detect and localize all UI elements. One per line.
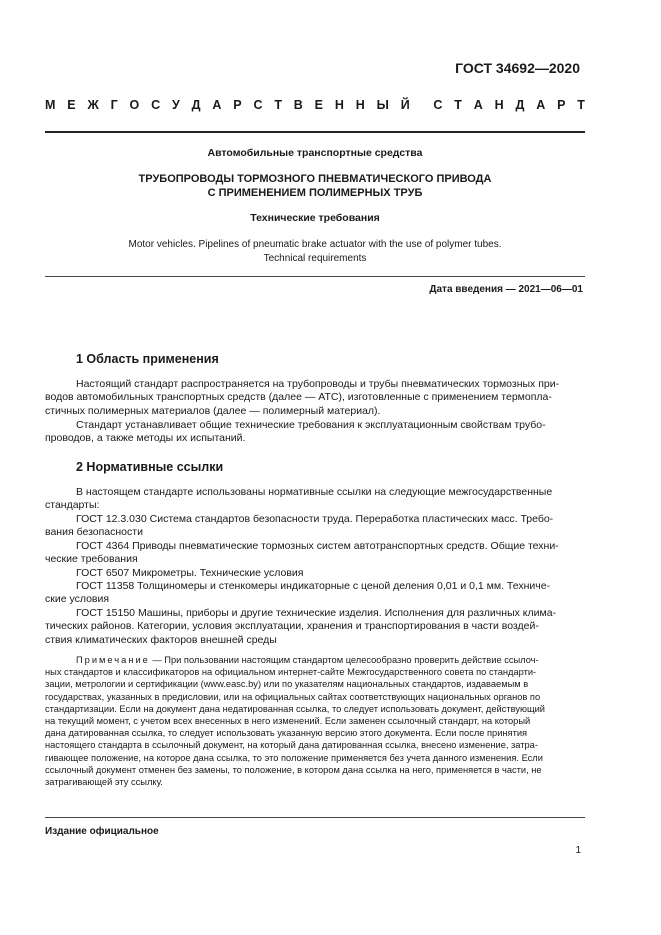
paragraph-line: стандарты: — [45, 499, 100, 512]
page-number: 1 — [575, 845, 581, 856]
interstate-standard-banner — [45, 98, 585, 112]
paragraph-line: В настоящем стандарте использованы нормативные ссылки на следующие межгосударственные — [76, 486, 553, 498]
note-line: стандартизации. Если на документ дана недатированная ссылка, то следует использовать документ, действующий — [45, 703, 545, 714]
banner-letter: Д — [191, 98, 201, 112]
banner-letter: С — [151, 98, 161, 112]
note-line: настоящего стандарта в ссылочный документ, на который дана датированная ссылка, внесено изменение, затра- — [45, 740, 538, 751]
note-text: — При пользовании настоящим стандартом целесообразно проверить действие ссылоч- — [149, 655, 539, 665]
banner-letter: А — [212, 98, 222, 112]
note-label: Примечание — [76, 655, 150, 665]
reference-item-continued: ские условия — [45, 593, 110, 606]
paragraph-line: стичных полимерных материалов (далее — полимерный материал). — [45, 404, 381, 417]
note-line: на текущий момент, с учетом всех внесенных в него изменений. Если заменен ссылочный стандарт, на который — [45, 716, 531, 727]
section-2-paragraph-1 — [45, 486, 583, 513]
title-line-2: С ПРИМЕНЕНИЕМ ПОЛИМЕРНЫХ ТРУБ — [207, 187, 423, 199]
banner-letter: О — [129, 98, 140, 112]
note-line: ссылочный документ отменен без замены, то положение, в котором дана ссылка на него, применяется в части, не — [45, 764, 542, 775]
note-line: ных стандартов и классификаторов на официальном интернет-сайте Межгосударственного совета по стандарти- — [45, 667, 537, 678]
paragraph-line: водов автомобильных транспортных средств (далее — АТС), изготовленные с применением термопла- — [45, 391, 552, 404]
banner-letter: М — [45, 98, 56, 112]
normative-references-list — [45, 513, 583, 647]
note-line: государствах, указанных в предисловии, или на официальных сайтах соответствующих национальных органов по — [45, 691, 541, 702]
banner-letter: Т — [454, 98, 462, 112]
title-divider — [45, 276, 585, 277]
paragraph-line: Настоящий стандарт распространяется на трубопроводы и трубы пневматических тормозных при- — [76, 378, 560, 390]
standard-code: ГОСТ 34692—2020 — [455, 60, 580, 76]
introduction-date: Дата введения — 2021—06—01 — [429, 284, 583, 295]
banner-letter: А — [473, 98, 483, 112]
document-subtitle: Технические требования — [250, 212, 380, 224]
note-first-line — [45, 654, 583, 666]
banner-letter: Ж — [87, 98, 99, 112]
section-1-paragraph-2 — [45, 419, 583, 446]
title-line-1: ТРУБОПРОВОДЫ ТОРМОЗНОГО ПНЕВМАТИЧЕСКОГО ПРИВОДА — [138, 173, 492, 185]
reference-item: ГОСТ 4364 Приводы пневматические тормозных систем автотранспортных средств. Общие техни- — [76, 539, 559, 552]
reference-item-continued: тических районов. Категории, условия эксплуатации, хранения и транспортирования в части воздей- — [45, 620, 539, 633]
banner-letter: Г — [110, 98, 118, 112]
banner-letter: Р — [233, 98, 242, 112]
english-title-line-1: Motor vehicles. Pipelines of pneumatic brake actuator with the use of polymer tubes. — [128, 239, 502, 250]
document-title — [45, 172, 585, 200]
reference-item: ГОСТ 15150 Машины, приборы и другие технические изделия. Исполнения для различных клима- — [76, 606, 557, 619]
note-line: дана датированная ссылка, то следует использовать указанную версию этого документа. Если после принятия — [45, 728, 528, 739]
banner-letter: С — [433, 98, 443, 112]
footer-divider — [45, 817, 585, 818]
section-2-heading: 2 Нормативные ссылки — [76, 460, 224, 474]
english-title-line-2: Technical requirements — [263, 252, 367, 264]
subject-area: Автомобильные транспортные средства — [207, 147, 423, 159]
reference-item-continued: вания безопасности — [45, 526, 143, 539]
banner-letter: Р — [557, 98, 566, 112]
section-1-heading: 1 Область применения — [76, 352, 219, 366]
banner-letter: С — [253, 98, 263, 112]
reference-item: ГОСТ 12.3.030 Система стандартов безопасности труда. Переработка пластических масс. Требо- — [76, 513, 554, 525]
english-title — [45, 238, 585, 265]
reference-item-continued: ствия климатических факторов внешней среды — [45, 633, 277, 646]
banner-letter: А — [536, 98, 546, 112]
note-line: гивающее положение, на которое дана ссылка, то это положение применяется без учета данного изменения. Если — [45, 752, 543, 763]
banner-letter: Т — [577, 98, 585, 112]
banner-letter: Й — [400, 98, 410, 112]
paragraph-line: Стандарт устанавливает общие технические требования к эксплуатационным свойствам трубо- — [76, 419, 546, 431]
banner-letter: Т — [274, 98, 282, 112]
note-line: затрагивающей эту ссылку. — [45, 777, 163, 788]
paragraph-line: проводов, а также методы их испытаний. — [45, 432, 246, 445]
banner-letter: У — [172, 98, 180, 112]
banner-letter: Н — [334, 98, 344, 112]
header-divider — [45, 131, 585, 133]
banner-letter: В — [293, 98, 303, 112]
reference-item-continued: ческие требования — [45, 553, 138, 566]
banner-letter: Е — [314, 98, 324, 112]
banner-letter: Н — [494, 98, 504, 112]
references-note — [45, 654, 583, 788]
banner-letter: Н — [355, 98, 365, 112]
note-line: зации, метрологии и сертификации (www.easc.by) или по указателям национальных стандартов, издаваемым в — [45, 679, 529, 690]
official-edition-label: Издание официальное — [45, 826, 159, 837]
reference-item: ГОСТ 11358 Толщиномеры и стенкомеры индикаторные с ценой деления 0,01 и 0,1 мм. Техниче- — [76, 580, 551, 593]
banner-letter: Е — [67, 98, 76, 112]
section-1-paragraph-1 — [45, 378, 583, 418]
banner-letter: Ы — [376, 98, 389, 112]
banner-letter: Д — [515, 98, 525, 112]
reference-item: ГОСТ 6507 Микрометры. Технические условия — [76, 566, 304, 579]
